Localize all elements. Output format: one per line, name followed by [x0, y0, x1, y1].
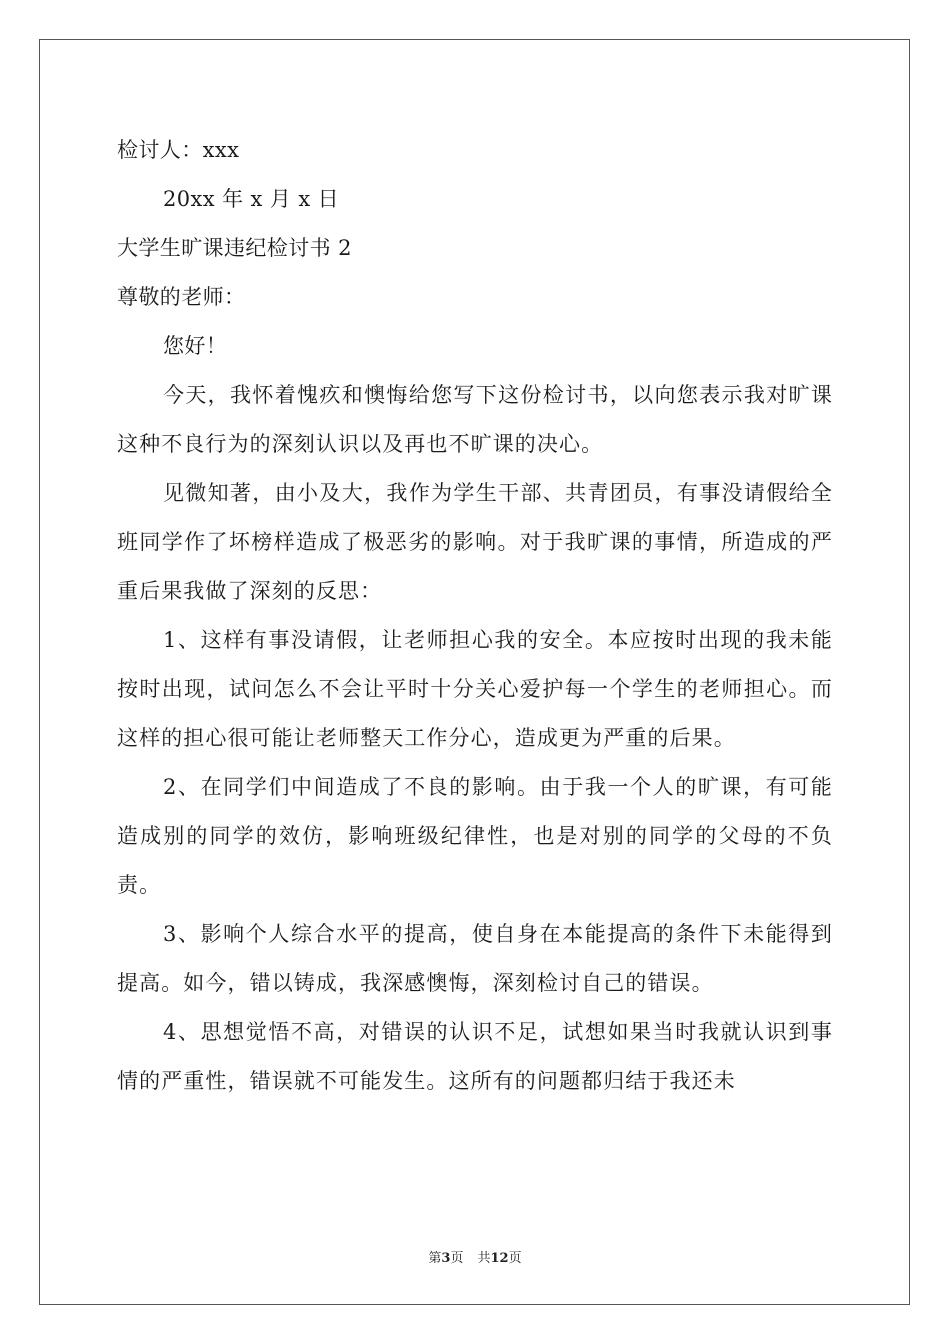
page-footer: [0, 1247, 950, 1266]
page-prefix: 第: [428, 1251, 442, 1266]
paragraph-point-2: 2、在同学们中间造成了不良的影响。由于我一个人的旷课，有可能造成别的同学的效仿，影响班级纪律性，也是对别的同学的父母的不负责。: [117, 775, 833, 897]
paragraph-point-4: 4、思想觉悟不高，对错误的认识不足，试想如果当时我就认识到事情的严重性，错误就不可能发生。这所有的问题都归结于我还未: [117, 1020, 833, 1093]
page-suffix: 页: [450, 1251, 464, 1266]
document-title: 大学生旷课违纪检讨书 2: [117, 236, 352, 260]
paragraph-intro: 今天，我怀着愧疚和懊悔给您写下这份检讨书，以向您表示我对旷课这种不良行为的深刻认识以及再也不旷课的决心。: [117, 383, 833, 456]
document-body: [117, 126, 833, 1106]
page-total: 12: [490, 1251, 509, 1266]
page-current: 3: [441, 1251, 451, 1266]
total-prefix: 共: [477, 1251, 491, 1266]
greeting: 您好！: [163, 334, 228, 358]
total-suffix: 页: [508, 1251, 522, 1266]
date-line: 20xx 年 x 月 x 日: [163, 187, 340, 211]
paragraph-reflection: 见微知著，由小及大，我作为学生干部、共青团员，有事没请假给全班同学作了坏榜样造成了极恶劣的影响。对于我旷课的事情，所造成的严重后果我做了深刻的反思：: [117, 481, 833, 603]
paragraph-point-3: 3、影响个人综合水平的提高，使自身在本能提高的条件下未能得到提高。如今，错以铸成，我深感懊悔，深刻检讨自己的错误。: [117, 922, 833, 995]
salutation: 尊敬的老师：: [117, 285, 246, 309]
paragraph-point-1: 1、这样有事没请假，让老师担心我的安全。本应按时出现的我未能按时出现，试问怎么不会让平时十分关心爱护每一个学生的老师担心。而这样的担心很可能让老师整天工作分心，造成更为严重的后果。: [117, 628, 833, 750]
signature-line: 检讨人：xxx: [117, 138, 240, 162]
